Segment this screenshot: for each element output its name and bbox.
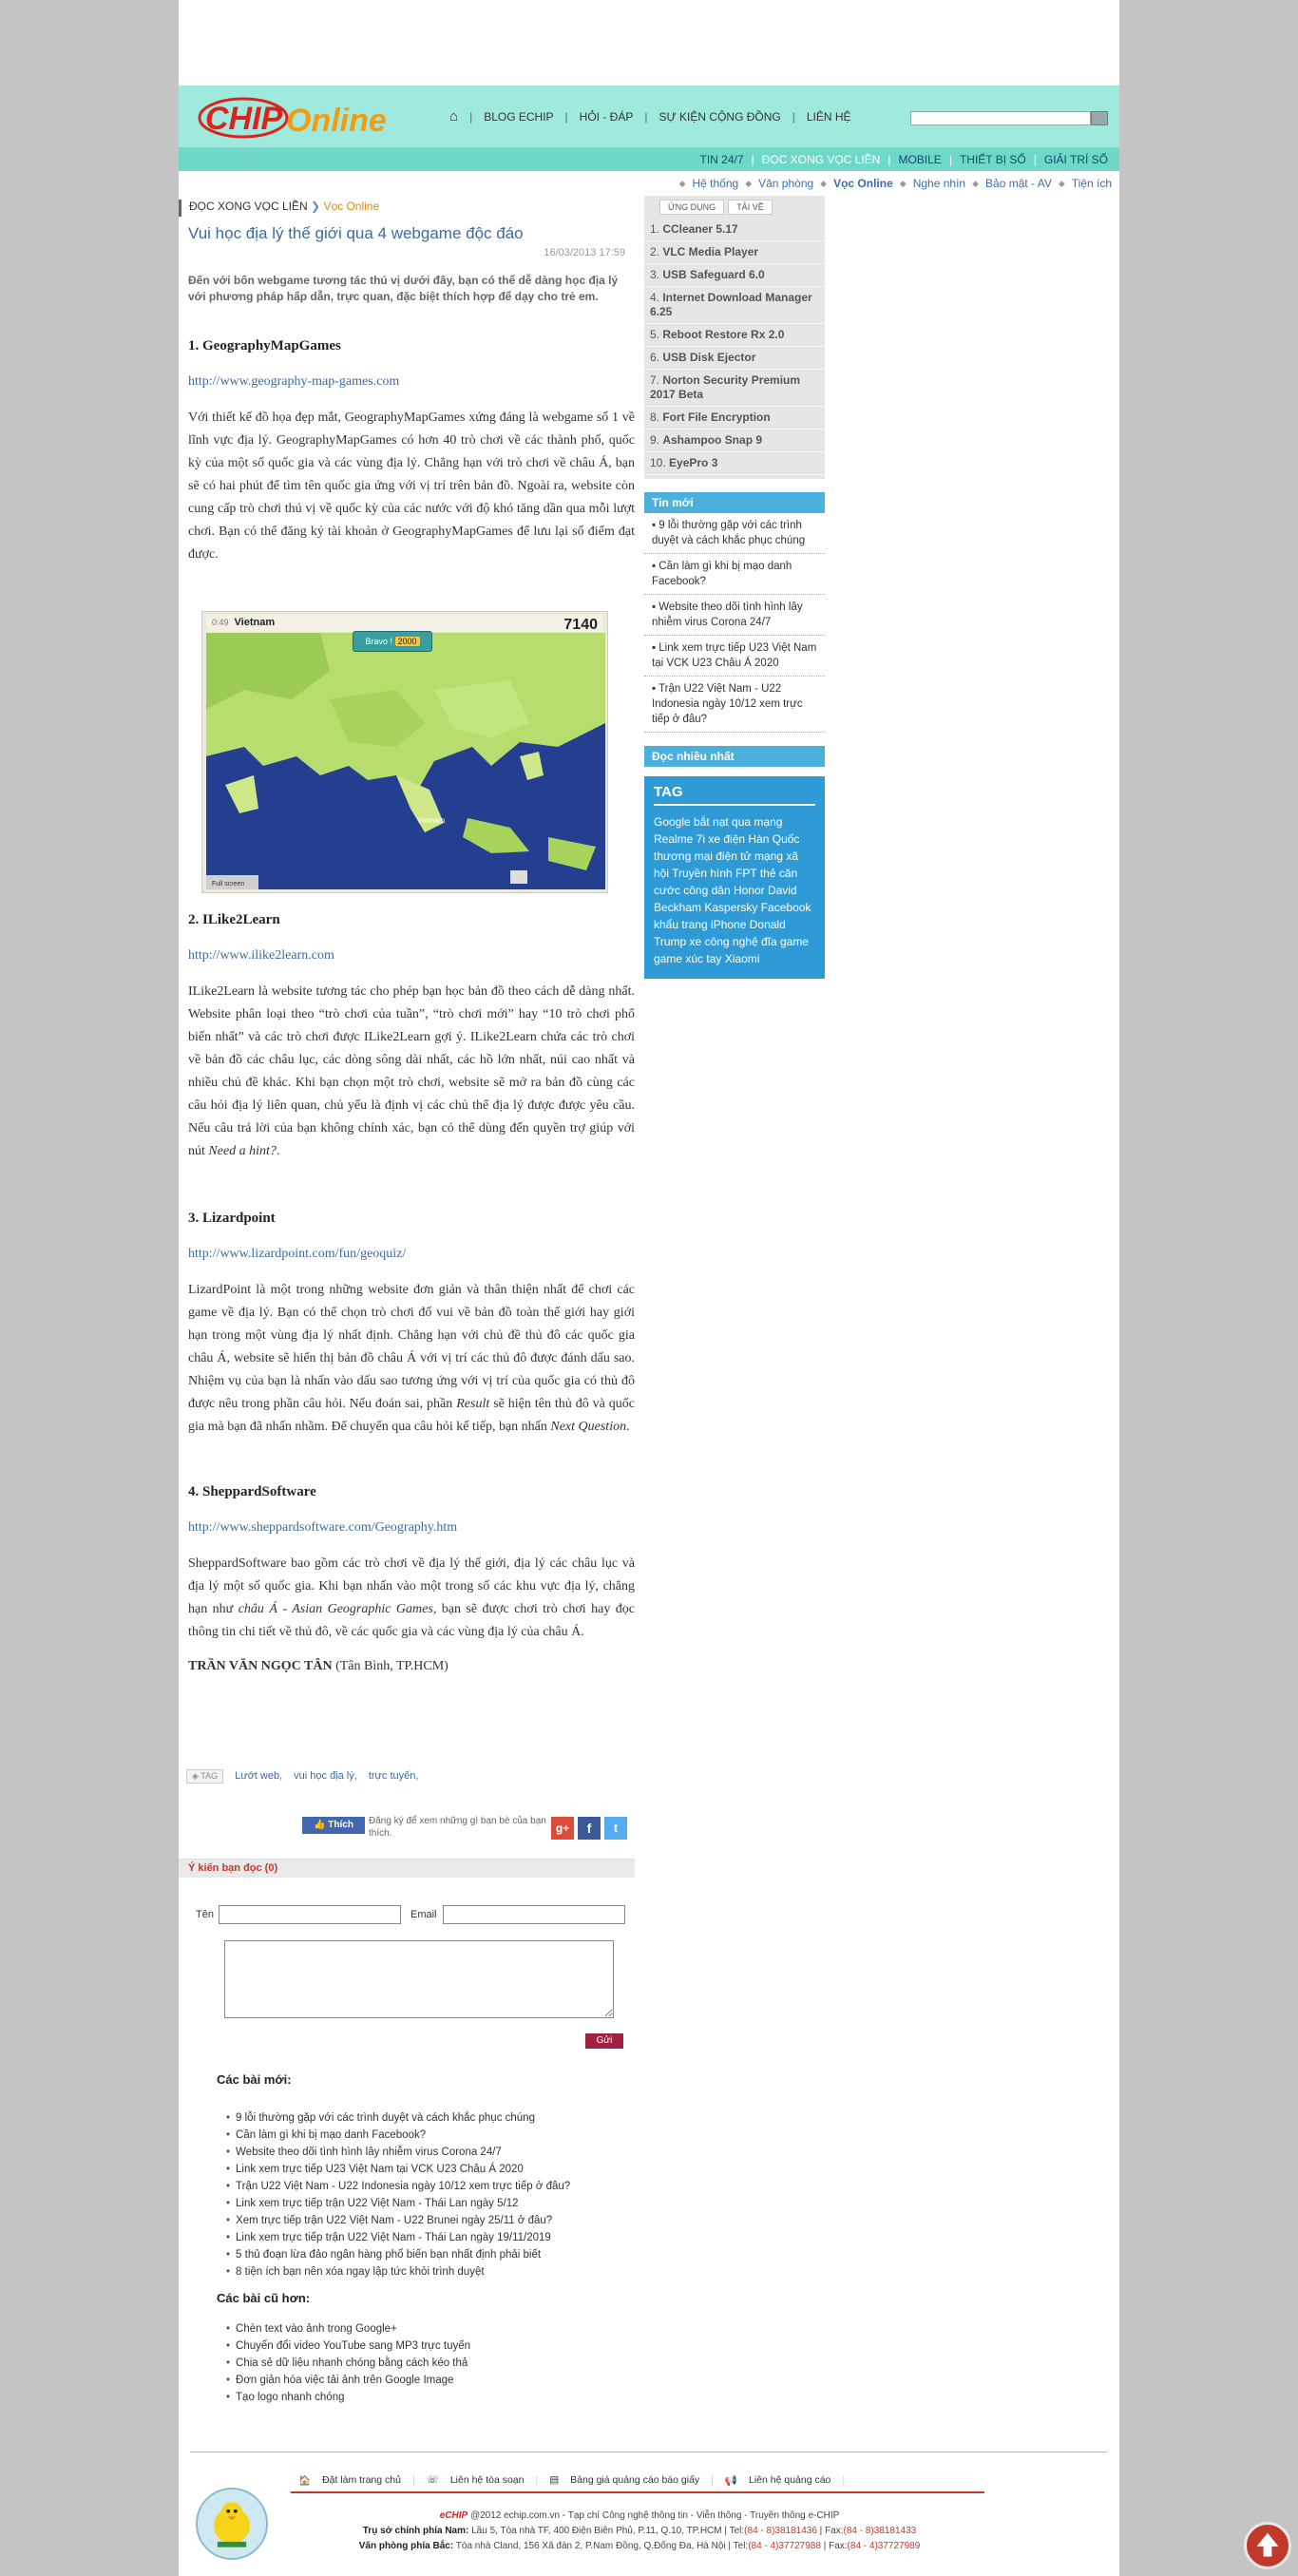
- section-3: [188, 1207, 635, 1439]
- new-article-link[interactable]: • Website theo dõi tình hình lây nhiễm virus Corona 24/7: [226, 2144, 654, 2161]
- search-button[interactable]: [1091, 111, 1108, 125]
- nav-lien-he[interactable]: LIÊN HỆ: [806, 109, 851, 124]
- article-lead: Đến với bốn webgame tương tác thú vị dưới đây, bạn có thể dễ dàng học địa lý với phương pháp hấp dẫn, trực quan, đặc biệt thích hợp để dạy cho trẻ em.: [188, 274, 619, 303]
- ranking-tabs: [644, 196, 825, 219]
- bullet-icon: ◆: [1058, 178, 1065, 188]
- mascot-logo-icon: [196, 2488, 268, 2560]
- scroll-to-top-icon[interactable]: [1244, 2522, 1291, 2569]
- bullet-icon: ◆: [972, 178, 980, 188]
- section-3-title: 3. Lizardpoint: [188, 1211, 276, 1226]
- rank-item[interactable]: 4. Internet Download Manager 6.25: [644, 287, 825, 324]
- rank-item[interactable]: 2. VLC Media Player: [644, 241, 825, 264]
- comments-header: Ý kiến bạn đọc (0): [179, 1859, 635, 1878]
- email-label: Email: [410, 1909, 437, 1920]
- rank-item[interactable]: 9. Ashampoo Snap 9: [644, 429, 825, 452]
- ranking-box: [644, 196, 825, 479]
- cat-tin-247[interactable]: TIN 24/7: [699, 152, 744, 166]
- section-3-link[interactable]: http://www.lizardpoint.com/fun/geoquiz/: [188, 1247, 407, 1261]
- new-articles-title: Các bài mới:: [217, 2072, 292, 2087]
- new-article-link[interactable]: • 5 thủ đoạn lừa đảo ngân hàng phổ biến bạn nhất định phải biết: [226, 2246, 654, 2263]
- footer-link-ad-price[interactable]: Bảng giá quảng cáo báo giấy: [570, 2474, 700, 2486]
- old-article-link[interactable]: • Chia sẻ dữ liệu nhanh chóng bằng cách kéo thả: [226, 2355, 654, 2372]
- news-item[interactable]: ▪ Website theo dõi tình hình lây nhiễm virus Corona 24/7: [644, 595, 825, 636]
- new-articles: [217, 2071, 654, 2280]
- cat-divider: |: [1033, 152, 1037, 166]
- social-row: [302, 1815, 635, 1843]
- article-tags: [186, 1767, 623, 1784]
- new-article-link[interactable]: • 8 tiện ích bạn nên xóa ngay lập tức khỏi trình duyệt: [226, 2263, 654, 2280]
- section-3-text: LizardPoint là một trong những website đơn giản và thân thiện nhất để chơi các game về địa lý. Bạn có thể chọn trò chơi đố vui về bản đồ toàn thế giới hay giới hạn trong một vùng địa lý nhất định. Chẳng hạn với chủ đề thủ đô các quốc gia châu Á, website sẽ hiển thị bản đồ châu Á với vị trí các thủ đô được đánh dấu sao. Nhiệm vụ của bạn là nhấn vào dấu sao tương ứng với vị trí của quốc gia có thủ đô được nêu trong phần câu hỏi. Nếu đoán sai, phần Result sẽ hiện tên thủ đô và quốc gia mà bạn đã nhấn nhầm. Để chuyển qua câu hỏi kế tiếp, bạn nhấn Next Question.: [188, 1283, 636, 1434]
- svg-text:CHIP: CHIP: [205, 101, 283, 137]
- footer-link-homepage[interactable]: Đặt làm trang chủ: [322, 2474, 401, 2486]
- old-article-link[interactable]: • Chèn text vào ảnh trong Google+: [226, 2320, 654, 2337]
- cat-divider: |: [888, 152, 891, 166]
- old-article-link[interactable]: • Đơn giản hóa việc tải ảnh trên Google Image: [226, 2372, 654, 2389]
- map-timer: 0:49: [212, 618, 229, 627]
- article-author: TRẦN VĂN NGỌC TÂN (Tân Bình, TP.HCM): [188, 1659, 449, 1673]
- rank-item[interactable]: 6. USB Disk Ejector: [644, 347, 825, 370]
- section-2-title: 2. ILike2Learn: [188, 912, 280, 927]
- new-article-link[interactable]: • Trận U22 Việt Nam - U22 Indonesia ngày 10/12 xem trực tiếp ở đâu?: [226, 2178, 654, 2195]
- rank-item[interactable]: 8. Fort File Encryption: [644, 407, 825, 429]
- section-1-link[interactable]: http://www.geography-map-games.com: [188, 374, 400, 389]
- news-header: Tin mới: [644, 492, 825, 513]
- breadcrumb-arrow-icon: ❯: [311, 200, 321, 213]
- twitter-icon[interactable]: t: [604, 1817, 627, 1840]
- footer-link-contact[interactable]: Liên hệ tòa soạn: [449, 2474, 525, 2486]
- tag-cloud-links[interactable]: Google bắt nạt qua mạng Realme 7i xe điện Hàn Quốc thương mại điện tử mạng xã hội Truyền hình FPT thẻ căn cước công dân Honor David Beckham Kaspersky Facebook khẩu trang iPhone Donald Trump xe công nghệ đĩa game game xúc tay Xiaomi: [654, 815, 811, 965]
- nav-blog-echip[interactable]: BLOG ECHIP: [484, 109, 554, 124]
- news-item[interactable]: ▪ Link xem trực tiếp U23 Việt Nam tại VCK U23 Châu Á 2020: [644, 636, 825, 677]
- rank-item[interactable]: 5. Reboot Restore Rx 2.0: [644, 324, 825, 347]
- news-item[interactable]: ▪ 9 lỗi thường gặp với các trình duyệt và cách khắc phục chúng: [644, 513, 825, 554]
- breadcrumb-category[interactable]: ĐỌC XONG VỌC LIỀN: [189, 200, 308, 213]
- old-articles: [217, 2290, 654, 2406]
- new-article-link[interactable]: • Link xem trực tiếp trận U22 Việt Nam - Thái Lan ngày 19/11/2019: [226, 2229, 654, 2246]
- footer-red-line: [291, 2491, 984, 2493]
- map-score: 7140: [563, 617, 598, 633]
- new-article-link[interactable]: • Cần làm gì khi bị mạo danh Facebook?: [226, 2127, 654, 2144]
- tag-link[interactable]: vui học địa lý,: [294, 1770, 357, 1782]
- header: [179, 86, 1119, 147]
- tab-tai-ve[interactable]: TẢI VỀ: [728, 200, 773, 215]
- map-country: Vietnam: [234, 617, 276, 628]
- popular-header[interactable]: Đọc nhiều nhất: [644, 746, 825, 767]
- nav-su-kien[interactable]: SỰ KIỆN CỘNG ĐỒNG: [659, 109, 781, 124]
- section-4-link[interactable]: http://www.sheppardsoftware.com/Geography.htm: [188, 1520, 458, 1535]
- tag-badge: ◈ TAG: [186, 1769, 223, 1784]
- old-article-link[interactable]: • Tạo logo nhanh chóng: [226, 2389, 654, 2406]
- bullet-icon: ◆: [745, 178, 753, 188]
- cat-giai-tri-so[interactable]: GIẢI TRÍ SỐ: [1043, 152, 1108, 166]
- section-2-link[interactable]: http://www.ilike2learn.com: [188, 948, 334, 963]
- nav-divider: |: [644, 109, 648, 124]
- section-2-text: ILike2Learn là website tương tác cho phép bạn học bản đồ theo cách dễ dàng nhất. Website phân loại theo “trò chơi của tuần”, “trò chơi mới” hay “10 trò chơi phổ biến nhất” và các trò chơi được ILike2Learn gợi ý. ILike2Learn chứa các trò chơi về bản đồ các châu lục, các dòng sông dài nhất, các hồ lớn nhất, núi cao nhất và nhiều chủ đề khác. Khi bạn chọn một trò chơi, website sẽ mở ra bản đồ cùng các câu hỏi địa lý liên quan, chủ yếu là định vị các chủ thể địa lý được được yêu cầu. Nếu câu trả lời của bạn không chính xác, bạn có thể dùng đến quyền trợ giúp với nút Need a hint?.: [188, 984, 635, 1158]
- rank-item[interactable]: 1. CCleaner 5.17: [644, 219, 825, 241]
- phone-icon: ☏: [426, 2474, 439, 2486]
- breadcrumb-subcategory[interactable]: Vọc Online: [323, 200, 380, 213]
- nav-hoi-dap[interactable]: HỎI - ĐÁP: [579, 109, 634, 124]
- breadcrumb: [179, 200, 379, 217]
- facebook-icon[interactable]: f: [578, 1817, 601, 1840]
- bullet-icon: ◆: [820, 178, 828, 188]
- svg-text:Online: Online: [286, 103, 387, 139]
- page: [179, 0, 1119, 2576]
- section-1-text: Với thiết kế đồ họa đẹp mắt, GeographyMapGames xứng đáng là webgame số 1 về lĩnh vực địa lý. GeographyMapGames có hơn 40 trò chơi về các thành phố, quốc kỳ của một số quốc gia và các vùng địa lý. Chẳng hạn với trò chơi về châu Á, bạn sẽ có hai phút để tìm tên quốc gia ứng với vị trí trên bản đồ. Ngoài ra, website còn cung cấp trò chơi thú vị về quốc kỳ của các nước với độ khó tăng dần qua mỗi lượt chơi. Bạn có thể đăng ký tài khoản ở GeographyMapGames để lưu lại số điểm đạt được.: [188, 410, 635, 562]
- nav-divider: |: [469, 109, 473, 124]
- document-icon: ▤: [549, 2474, 560, 2486]
- old-article-link[interactable]: • Chuyển đổi video YouTube sang MP3 trực tuyến: [226, 2337, 654, 2355]
- old-articles-title: Các bài cũ hơn:: [217, 2291, 311, 2305]
- bullet-icon: ◆: [899, 178, 907, 188]
- section-4-title: 4. SheppardSoftware: [188, 1484, 316, 1499]
- section-2: [188, 908, 635, 1163]
- nav-divider: |: [564, 109, 568, 124]
- map-bravo: Bravo !: [365, 637, 392, 646]
- subcategory-nav: [179, 173, 1119, 194]
- section-4: [188, 1480, 635, 1678]
- map-label: Vietnam: [417, 816, 446, 825]
- map-bonus: 2000: [395, 637, 420, 646]
- asia-map-icon: [206, 633, 605, 889]
- rank-item[interactable]: 3. USB Safeguard 6.0: [644, 264, 825, 287]
- sub-bao-mat[interactable]: Bảo mật - AV: [985, 177, 1052, 190]
- new-article-link[interactable]: • Link xem trực tiếp U23 Việt Nam tại VCK U23 Châu Á 2020: [226, 2161, 654, 2178]
- cat-thiet-bi-so[interactable]: THIẾT BỊ SỐ: [959, 152, 1026, 166]
- fb-text: Đăng ký để xem những gì bạn bè của bạn thích.: [369, 1816, 546, 1839]
- rank-item[interactable]: 7. Norton Security Premium 2017 Beta: [644, 370, 825, 407]
- cat-doc-xong[interactable]: ĐỌC XONG VỌC LIỀN: [761, 152, 881, 166]
- section-1: [188, 334, 635, 566]
- game-screenshot: [201, 611, 608, 893]
- sub-he-thong[interactable]: Hệ thống: [692, 177, 739, 190]
- section-4-text: SheppardSoftware bao gồm các trò chơi về địa lý thế giới, địa lý các châu lục và địa lý một số quốc gia. Khi bạn nhấn vào một trong số các khu vực địa lý, chẳng hạn như châu Á - Asian Geographic Games, bạn sẽ được chơi trò chơi hay đọc thông tin chi tiết về thủ đô, về các quốc gia và các vùng địa lý của châu Á.: [188, 1556, 636, 1639]
- section-1-title: 1. GeographyMapGames: [188, 338, 341, 353]
- home-icon[interactable]: ⌂: [449, 108, 459, 124]
- footer-copyright: eCHIP @2012 echip.com.vn - Tạp chí Công nghệ thông tin - Viễn thông - Truyền thông e-CHIP: [439, 2510, 840, 2521]
- tab-ung-dung[interactable]: ỨNG DỤNG: [659, 200, 724, 215]
- tag-cloud: [644, 776, 825, 979]
- sub-van-phong[interactable]: Văn phòng: [758, 177, 814, 190]
- new-article-link[interactable]: • Link xem trực tiếp trận U22 Việt Nam - Thái Lan ngày 5/12: [226, 2195, 654, 2212]
- rank-item[interactable]: 10. EyePro 3: [644, 452, 825, 475]
- footer-links: 🏠 Đặt làm trang chủ | ☏ Liên hệ tòa soạn | ▤ Bảng giá quảng cáo báo giấy | 📢 Liên hệ quảng cáo |: [298, 2474, 846, 2487]
- footer-link-ad-contact[interactable]: Liên hệ quảng cáo: [748, 2474, 831, 2486]
- sub-nghe-nhin[interactable]: Nghe nhìn: [912, 177, 966, 190]
- nav-divider: |: [792, 109, 795, 124]
- bullet-icon: ◆: [678, 178, 686, 188]
- news-item[interactable]: ▪ Cần làm gì khi bị mạo danh Facebook?: [644, 554, 825, 595]
- google-plus-icon[interactable]: g+: [551, 1817, 574, 1840]
- map-fullscreen: Full screen: [212, 881, 245, 887]
- sidebar: [644, 196, 825, 979]
- tag-cloud-title: TAG: [654, 784, 815, 806]
- comment-textarea[interactable]: [224, 1940, 614, 2018]
- category-nav: [179, 147, 1119, 171]
- news-item[interactable]: ▪ Trận U22 Việt Nam - U22 Indonesia ngày 10/12 xem trực tiếp ở đâu?: [644, 677, 825, 733]
- email-input[interactable]: [443, 1905, 625, 1924]
- footer-hq: Trụ sở chính phía Nam: Lầu 5, Tòa nhà TF, 400 Điện Biên Phủ, P.11, Q.10, TP.HCM | Tel:(84 - 8)38181436 | Fax:(84 - 8)38181433: [362, 2526, 917, 2536]
- megaphone-icon: 📢: [724, 2474, 737, 2487]
- cat-divider: |: [948, 152, 952, 166]
- new-article-link[interactable]: • 9 lỗi thường gặp với các trình duyệt và cách khắc phục chúng: [226, 2109, 654, 2127]
- sub-voc-online[interactable]: Vọc Online: [833, 177, 893, 190]
- name-label: Tên: [196, 1909, 214, 1920]
- fb-like-button[interactable]: 👍 Thích: [302, 1817, 365, 1834]
- name-input[interactable]: [219, 1905, 401, 1924]
- tag-link[interactable]: trực tuyến,: [368, 1770, 419, 1782]
- send-button[interactable]: Gửi: [585, 2033, 623, 2049]
- article-title: Vui học địa lý thế giới qua 4 webgame độc đáo: [188, 224, 524, 242]
- top-nav: [449, 86, 851, 147]
- tag-link[interactable]: Lướt web,: [235, 1770, 283, 1782]
- search-input[interactable]: [910, 111, 1091, 125]
- footer-info: [293, 2509, 986, 2554]
- home-icon: 🏠: [298, 2474, 312, 2487]
- echip-logo[interactable]: [196, 89, 395, 144]
- article-date: 16/03/2013 17:59: [544, 247, 625, 258]
- new-article-link[interactable]: • Xem trực tiếp trận U22 Việt Nam - U22 Brunei ngày 25/11 ở đâu?: [226, 2212, 654, 2229]
- footer-north: Văn phòng phía Bắc: Tòa nhà Cland, 156 Xã đàn 2, P.Nam Đồng, Q.Đống Đa, Hà Nội | Tel:(84 - 4)37727988 | Fax:(84 - 4)37727989: [358, 2541, 921, 2551]
- cat-divider: |: [751, 152, 754, 166]
- cat-mobile[interactable]: MOBILE: [898, 152, 942, 166]
- sub-tien-ich[interactable]: Tiện ích: [1071, 177, 1112, 190]
